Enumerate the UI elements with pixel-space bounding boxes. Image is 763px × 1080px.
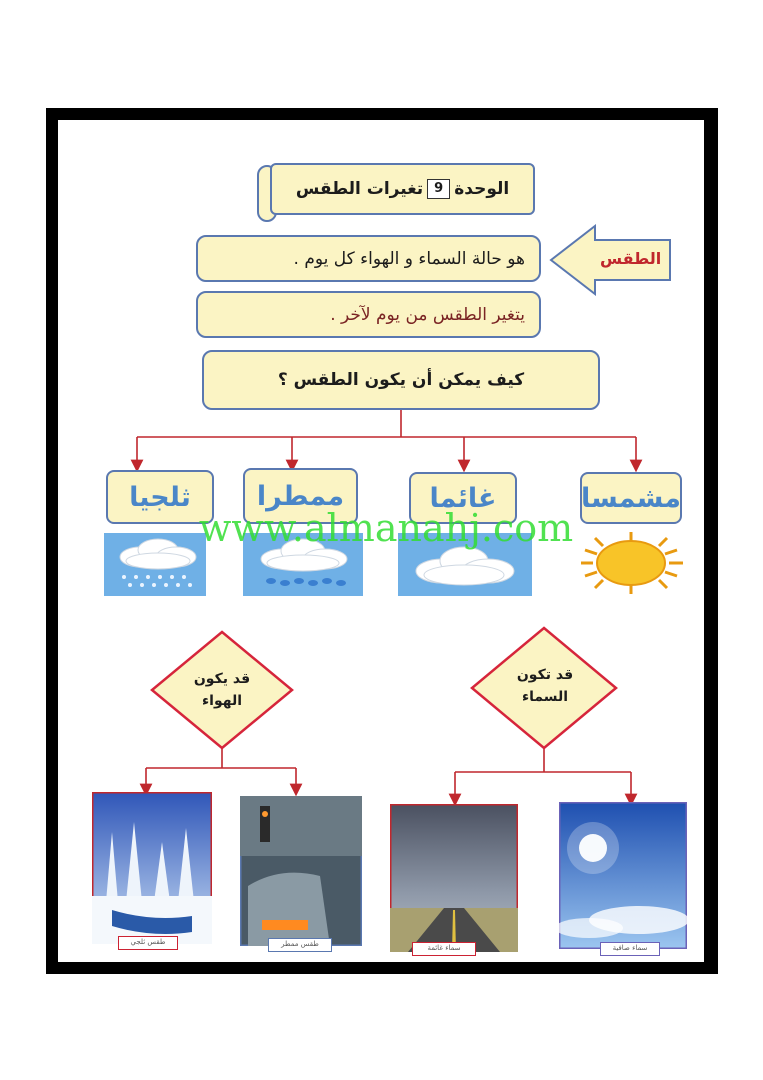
change-text: يتغير الطقس من يوم لآخر . xyxy=(330,304,525,325)
snowy-weather-caption: طقس ثلجي xyxy=(118,936,178,950)
unit-label: الوحدة xyxy=(454,179,510,199)
definition-text: هو حالة السماء و الهواء كل يوم . xyxy=(293,248,525,269)
category-sunny-label: مشمسا xyxy=(581,482,681,514)
air-decision-text: قد يكون الهواء xyxy=(193,671,251,709)
rainy-weather-photo xyxy=(240,796,362,946)
cloudy-sky-caption: سماء غائمة xyxy=(412,942,476,956)
category-sunny xyxy=(580,472,682,524)
rainy-weather-caption: طقس ممطر xyxy=(268,938,332,952)
clear-sky-photo xyxy=(559,802,687,949)
unit-title-box xyxy=(270,163,535,215)
change-box xyxy=(196,291,541,338)
cloudy-sky-photo xyxy=(390,804,518,952)
snow-cloud-icon xyxy=(104,533,206,596)
clear-sky-caption: سماء صافية xyxy=(600,942,660,956)
definition-box xyxy=(196,235,541,282)
category-cloudy-label: غائما xyxy=(429,482,497,514)
unit-number: 9 xyxy=(427,179,450,199)
unit-title: تغيرات الطقس xyxy=(295,179,424,199)
category-snowy-label: ثلجيا xyxy=(129,481,191,513)
question-text: كيف يمكن أن يكون الطقس ؟ xyxy=(277,370,525,390)
watermark: www.almanahj.com xyxy=(198,506,574,550)
sky-decision-text: قد تكون السماء xyxy=(516,667,574,705)
question-box xyxy=(202,350,600,410)
snowy-weather-photo xyxy=(92,792,212,944)
sun-icon xyxy=(571,530,691,596)
category-rainy-label: ممطرا xyxy=(256,480,345,512)
term-label: الطقس xyxy=(600,249,662,268)
